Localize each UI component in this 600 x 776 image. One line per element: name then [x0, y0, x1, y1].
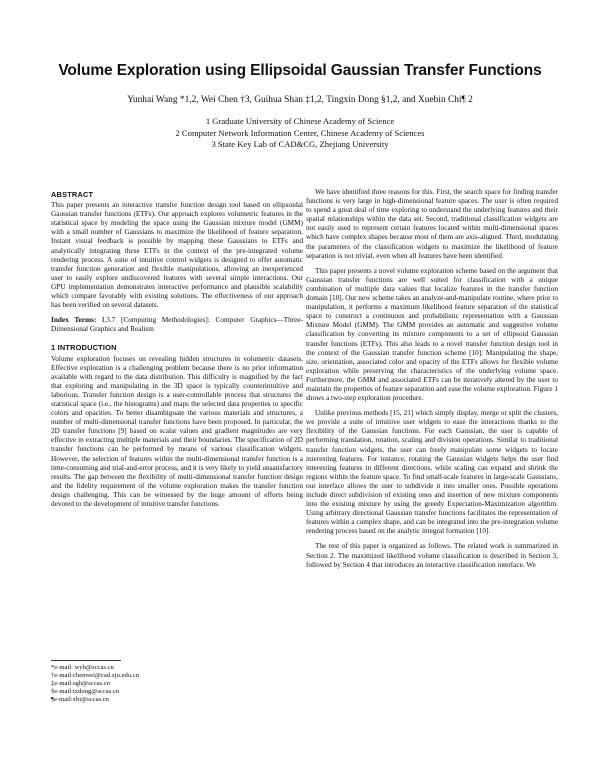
- abstract-text: This paper presents an interactive transfer function design tool based on ellipsoidal Gaussian transfer functions (ETFs). Our approach explores volumetric features in the statistical space by modeling the space using the Gaussian mixture model (GMM) with a small number of Gaussians to maximize the likelihood of feature separation. Instant visual feedback is possible by mapping these Gaussians to ETFs and analytically integrating these ETFs in the context of the pre-integrated volume rendering process. A suite of intuitive control widgets is designed to offer automatic transfer function generation and flexible manipulations, allowing an inexperienced user to easily explore undiscovered features with several simple interactions. Our GPU implementation demonstrates interactive performance and plausible scalability which compare favorably with existing solutions. The effectiveness of our approach has been verified on several datasets.: [51, 201, 303, 310]
- abstract-heading: ABSTRACT: [51, 190, 94, 199]
- footnote-2: †e-mail:chenwei@cad.zju.edu.cn: [51, 672, 139, 679]
- index-terms-label: Index Terms:: [51, 316, 97, 325]
- intro-paragraph-1: Volume exploration focuses on revealing hidden structures in volumetric datasets. Effective exploration is a challenging problem because there is no prior information available with regard to the data distribution. This difficulty is magnified by the fact that exploring and manipulating in the 3D space is typically counterintuitive and laborious. Transfer function design is a user-controllable process that structures the statistical space (i.e., the histograms) and maps the selected data properties to specific colors and opacities. To better disambiguate the various materials and structures, a number of multi-dimensional transfer functions have been proposed. In particular, the 2D transfer functions [9] based on scalar values and gradient magnitudes are very effective in extracting multiple materials and their boundaries. The specification of 2D transfer functions can be performed by means of various classification widgets. However, the selection of features within the multi-dimensional transfer function is a time-consuming and trial-and-error process, and it is very likely to yield unsatisfactory results. The gap between the flexibility of multi-dimensional transfer function design and the fidelity requirement of the volume exploration makes the transfer function design challenging. This can be witnessed by the huge amount of efforts being devoted to the development of intuitive transfer functions.: [51, 354, 303, 508]
- left-column: [51, 190, 303, 509]
- affiliation-1: 1 Graduate University of Chinese Academy of Science: [205, 116, 395, 126]
- section-heading-introduction: 1 INTRODUCTION: [51, 343, 117, 353]
- index-terms-text: I.3.7 [Computing Methodologies]: Computer Graphics—Three-Dimensional Graphics and Realism: [51, 316, 304, 334]
- footnote-1: *e-mail: wyh@sccas.cn: [51, 664, 114, 671]
- affiliation-list: [40, 116, 560, 151]
- body-paragraph-2: This paper presents a novel volume exploration scheme based on the argument that Gaussian transfer functions are well suited for classification with a unique combination of multiple data values that localize features in the transfer function domain [10]. Our new scheme takes an analyze-and-manipulate routine, where prior to manipulation, it performs a maximum likelihood feature separation of the statistical space to construct a continuous and probabilistic representation with a Gaussian Mixture Model (GMM). The GMM provides an automatic and suggestive volume classification by converting its mixture components to a set of ellipsoid Gaussian transfer functions (ETFs). This also leads to a novel transfer function design tool in the context of the Gaussian transfer function scheme [10]. Manipulating the shape, size, orientation, associated color and opacity of the ETFs allows for flexible volume exploration while preserving the characteristics of the underlying volume space. Furthermore, the GMM and associated ETFs can be iteratively altered by the user to maintain the properties of feature separation and ease the volume exploration. Figure 1 shows a two-step exploration procedure.: [306, 266, 558, 403]
- body-paragraph-1: We have identified three reasons for this. First, the search space for finding transfer functions is very large in high-dimensional feature spaces. The user is often required to spend a great deal of time exploring to understand the underlying features and their spatial relationships within the data set. Second, traditional classification widgets are not easily used to represent certain features located within multi-dimensional spaces which have complex shapes because most of them are axis-aligned. Third, modulating the parameters of the classification widgets to maximize the likelihood of feature separation is not trivial, even when all features have been identified.: [306, 188, 558, 260]
- footnote-4: §e-mail:txdong@sccas.cn: [51, 688, 120, 695]
- body-paragraph-3: Unlike previous methods [15, 21] which simply display, merge or split the clusters, we provide a suite of intuitive user widgets to ease the interactions thanks to the flexibility of the Gaussian functions. For each Gaussian, the user is capable of performing translation, rotation, scaling and division operations. Similar to traditional transfer function widgets, the user can freely manipulate some widgets to locate interesting features. For instance, rotating the Gaussian widgets helps the user find interesting features in different directions, while scaling can expand and shrink the regions within the feature space. To find small-scale features in large-scale Gaussians, our interface allows the user to subdivide it into smaller ones. Possible operations include direct subdivision of existing ones and insertion of new mixture components into the existing mixture by using the greedy Expectation-Maximization algorithm. Using arbitrary directional Gaussian transfer functions facilitates the representation of features within a complex shape, and can be integrated into the pre-integration volume rendering process based on the analytic integral formation [10].: [306, 409, 558, 536]
- footnote-3: ‡e-mail:sgh@sccas.cn: [51, 680, 110, 687]
- affiliation-3: 3 State Key Lab of CAD&CG, Zhejiang University: [211, 139, 389, 149]
- footnotes: [51, 660, 303, 704]
- author-list: Yunhai Wang *1,2, Wei Chen †3, Guihua Shan ‡1,2, Tingxin Dong §1,2, and Xuebin Chi¶ 2: [127, 95, 473, 105]
- footnote-rule: [51, 660, 121, 661]
- body-paragraph-4: The rest of this paper is organized as follows. The related work is summarized in Section 2. The maximized likelihood volume classification is described in Section 3, followed by Section 4 that introduces an interactive classification interface. We: [306, 542, 558, 569]
- affiliation-2: 2 Computer Network Information Center, Chinese Academy of Sciences: [175, 127, 425, 138]
- paper-title: Volume Exploration using Ellipsoidal Gaussian Transfer Functions: [58, 62, 542, 79]
- right-column: [306, 188, 558, 570]
- footnote-5: ¶e-mail:xbi@sccas.cn: [51, 696, 109, 703]
- index-terms: [51, 316, 303, 334]
